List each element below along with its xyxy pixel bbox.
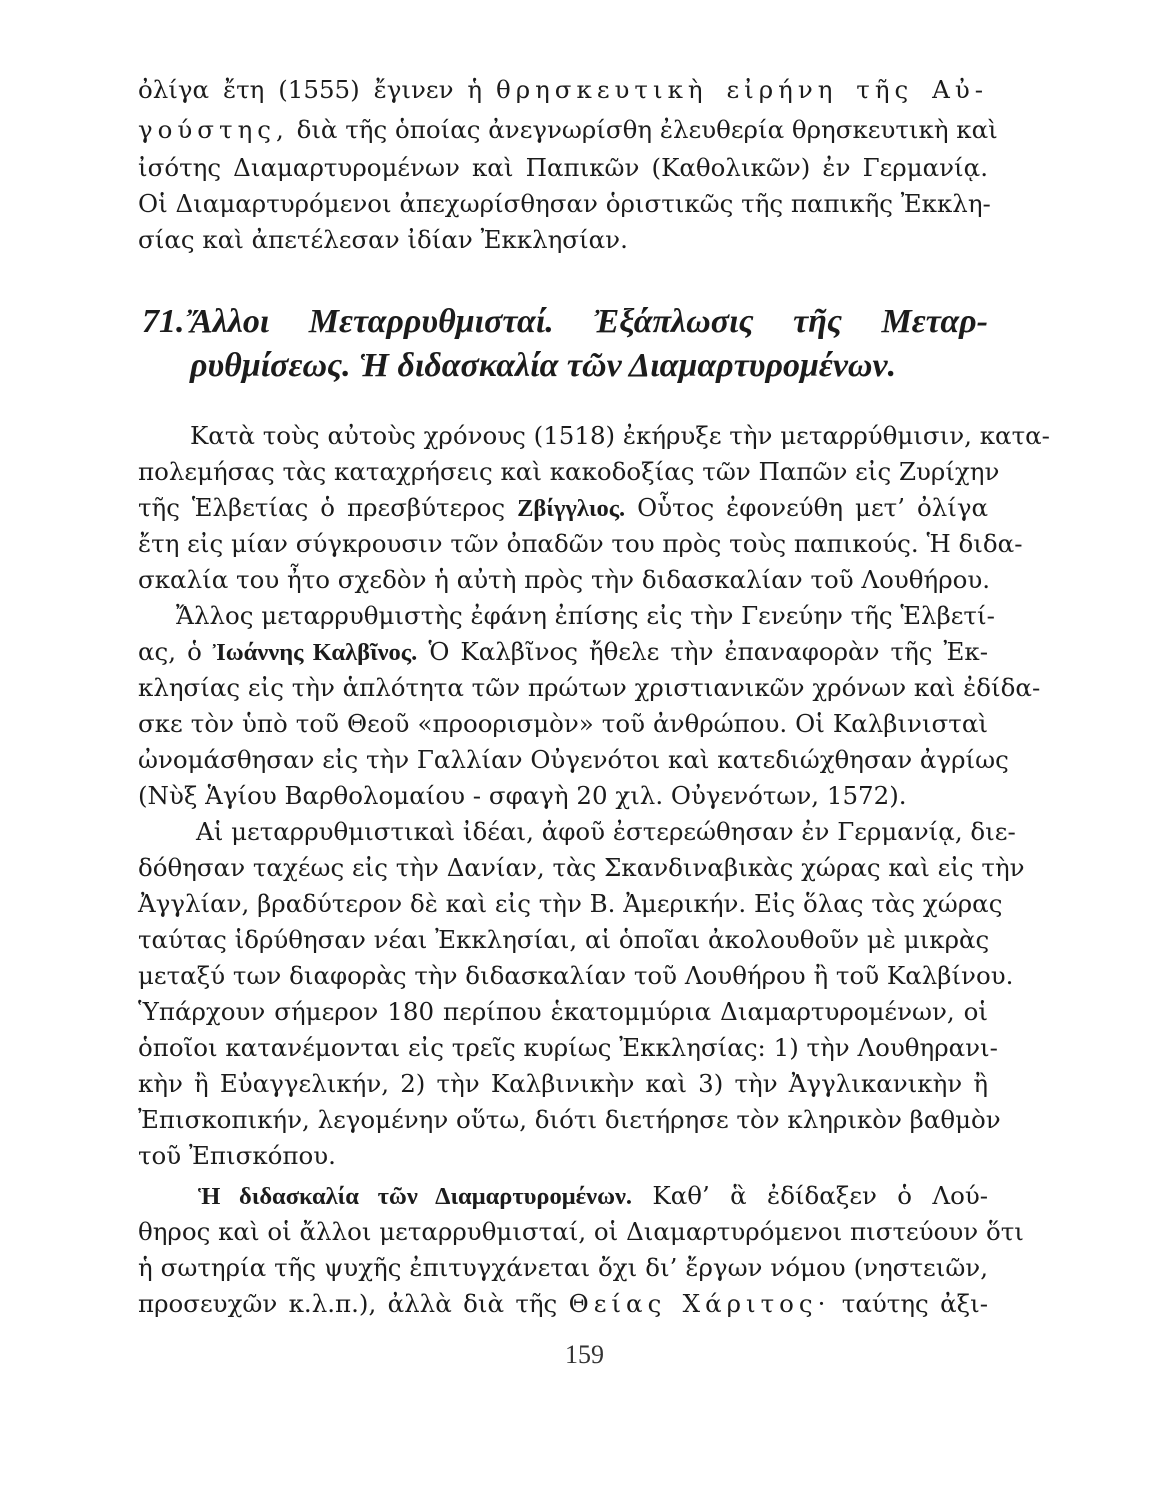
para1-line-5: σκαλία του ἦτο σχεδὸν ἡ αὐτὴ πρὸς τὴν διδασκαλίαν τοῦ Λουθήρου. <box>138 565 991 594</box>
intro-line-2-post: διὰ τῆς ὁποίας ἀνεγνωρίσθη ἐλευθερία θρησκευτικὴ καὶ <box>296 115 998 144</box>
section-heading-line-1 <box>142 300 988 344</box>
intro-line-1-spaced: θρησκευτικὴ εἰρήνη τῆς Αὐ- <box>495 75 989 104</box>
para1-line-11: (Νὺξ Ἁγίου Βαρθολομαίου - σφαγὴ 20 χιλ. Οὐγενότων, 1572). <box>138 781 907 810</box>
para2-line-3: Ἀγγλίαν, βραδύτερον δὲ καὶ εἰς τὴν Β. Ἀμερικήν. Εἰς ὅλας τὰς χώρας <box>138 889 1003 918</box>
para1-line-6: Ἄλλος μεταρρυθμιστὴς ἐφάνη ἐπίσης εἰς τὴν Γενεύην τῆς Ἑλβετί- <box>176 601 995 630</box>
intro-line-2 <box>138 112 998 148</box>
para3-line-1-post: Καθ’ ἃ ἐδίδαξεν ὁ Λού- <box>652 1181 988 1210</box>
para2-line-1: Αἱ μεταρρυθμιστικαὶ ἰδέαι, ἀφοῦ ἐστερεώθησαν ἐν Γερμανίᾳ, διε- <box>196 817 1016 846</box>
section-number: 71. <box>142 303 185 340</box>
para2-line-5: μεταξύ των διαφορὰς τὴν διδασκαλίαν τοῦ Λουθήρου ἢ τοῦ Καλβίνου. <box>138 961 1014 990</box>
para1-line-7-post: Ὁ Καλβῖνος ἤθελε τὴν ἐπαναφορὰν τῆς Ἐκ- <box>428 637 989 666</box>
page-number: 159 <box>565 1340 604 1369</box>
intro-line-4: Οἱ Διαμαρτυρόμενοι ἀπεχωρίσθησαν ὁριστικῶς τῆς παπικῆς Ἐκκλη- <box>138 189 991 218</box>
para3-line-4-spaced: Θείας Χάριτος· <box>568 1289 831 1318</box>
para2-line-9: Ἐπισκοπικήν, λεγομένην οὕτω, διότι διετήρησε τὸν κληρικὸν βαθμὸν <box>138 1105 1001 1134</box>
para3-line-1 <box>198 1178 988 1215</box>
para2-line-6: Ὑπάρχουν σήμερον 180 περίπου ἑκατομμύρια Διαμαρτυρομένων, οἱ <box>138 997 988 1026</box>
para1-line-10: ὠνομάσθησαν εἰς τὴν Γαλλίαν Οὐγενότοι καὶ κατεδιώχθησαν ἀγρίως <box>138 745 1009 774</box>
intro-line-2-spaced: γούστης, <box>138 115 289 144</box>
para2-line-10: τοῦ Ἐπισκόπου. <box>138 1141 336 1170</box>
section-title-line-1: Ἄλλοι Μεταρρυθμισταί. Ἐξάπλωσις τῆς Μεταρ- <box>190 303 988 340</box>
para2-line-4: ταύτας ἱδρύθησαν νέαι Ἐκκλησίαι, αἱ ὁποῖαι ἀκολουθοῦν μὲ μικρὰς <box>138 925 990 954</box>
para3-line-4 <box>138 1286 988 1322</box>
intro-line-1 <box>138 72 988 108</box>
para1-line-7 <box>138 634 988 671</box>
para3-line-3: ἡ σωτηρία τῆς ψυχῆς ἐπιτυγχάνεται ὄχι δι’ ἔργων νόμου (νηστειῶν, <box>138 1253 988 1282</box>
intro-line-5: σίας καὶ ἀπετέλεσαν ἰδίαν Ἐκκλησίαν. <box>138 225 628 254</box>
intro-line-3: ἰσότης Διαμαρτυρομένων καὶ Παπικῶν (Καθολικῶν) ἐν Γερμανίᾳ. <box>138 153 988 182</box>
para1-line-3-pre: τῆς Ἑλβετίας ὁ πρεσβύτερος <box>138 493 506 522</box>
para3-line-4-post: ταύτης ἀξι- <box>841 1289 988 1318</box>
para2-line-8: κὴν ἢ Εὐαγγελικήν, 2) τὴν Καλβινικὴν καὶ 3) τὴν Ἀγγλικανικὴν ἢ <box>138 1069 988 1098</box>
para1-line-8: κλησίας εἰς τὴν ἁπλότητα τῶν πρώτων χριστιανικῶν χρόνων καὶ ἐδίδα- <box>138 673 1041 702</box>
para3-line-2: θηρος καὶ οἱ ἄλλοι μεταρρυθμισταί, οἱ Διαμαρτυρόμενοι πιστεύουν ὅτι <box>138 1217 1024 1246</box>
para2-line-7: ὁποῖοι κατανέμονται εἰς τρεῖς κυρίως Ἐκκλησίας: 1) τὴν Λουθηρανι- <box>138 1033 998 1062</box>
calvin-name: Ἰωάννης Καλβῖνος. <box>212 639 418 666</box>
para1-line-3 <box>138 490 988 527</box>
zwingli-name: Ζβίγγλιος. <box>517 495 626 522</box>
para2-line-2: δόθησαν ταχέως εἰς τὴν Δανίαν, τὰς Σκανδιναβικὰς χώρας καὶ εἰς τὴν <box>138 853 1025 882</box>
para1-line-7-pre: ας, ὁ <box>138 637 202 666</box>
para1-line-2: πολεμήσας τὰς καταχρήσεις καὶ κακοδοξίας τῶν Παπῶν εἰς Ζυρίχην <box>138 457 1000 486</box>
doctrine-subheading: Ἡ διδασκαλία τῶν Διαμαρτυρομένων. <box>198 1183 633 1210</box>
para1-line-3-post: Οὗτος ἐφονεύθη μετ’ ὀλίγα <box>637 493 989 522</box>
para1-line-4: ἔτη εἰς μίαν σύγκρουσιν τῶν ὀπαδῶν του πρὸς τοὺς παπικούς. Ἡ διδα- <box>138 529 1023 558</box>
section-heading-line-2: ρυθμίσεως. Ἡ διδασκαλία τῶν Διαμαρτυρομένων. <box>190 347 897 384</box>
intro-line-1-pre: ὀλίγα ἔτη (1555) ἔγινεν ἡ <box>138 75 483 104</box>
para1-line-9: σκε τὸν ὑπὸ τοῦ Θεοῦ «προορισμὸν» τοῦ ἀνθρώπου. Οἱ Καλβινισταὶ <box>138 709 988 738</box>
para3-line-4-pre: προσευχῶν κ.λ.π.), ἀλλὰ διὰ τῆς <box>138 1289 558 1318</box>
para1-line-1: Κατὰ τοὺς αὐτοὺς χρόνους (1518) ἐκήρυξε τὴν μεταρρύθμισιν, κατα- <box>190 421 1050 450</box>
